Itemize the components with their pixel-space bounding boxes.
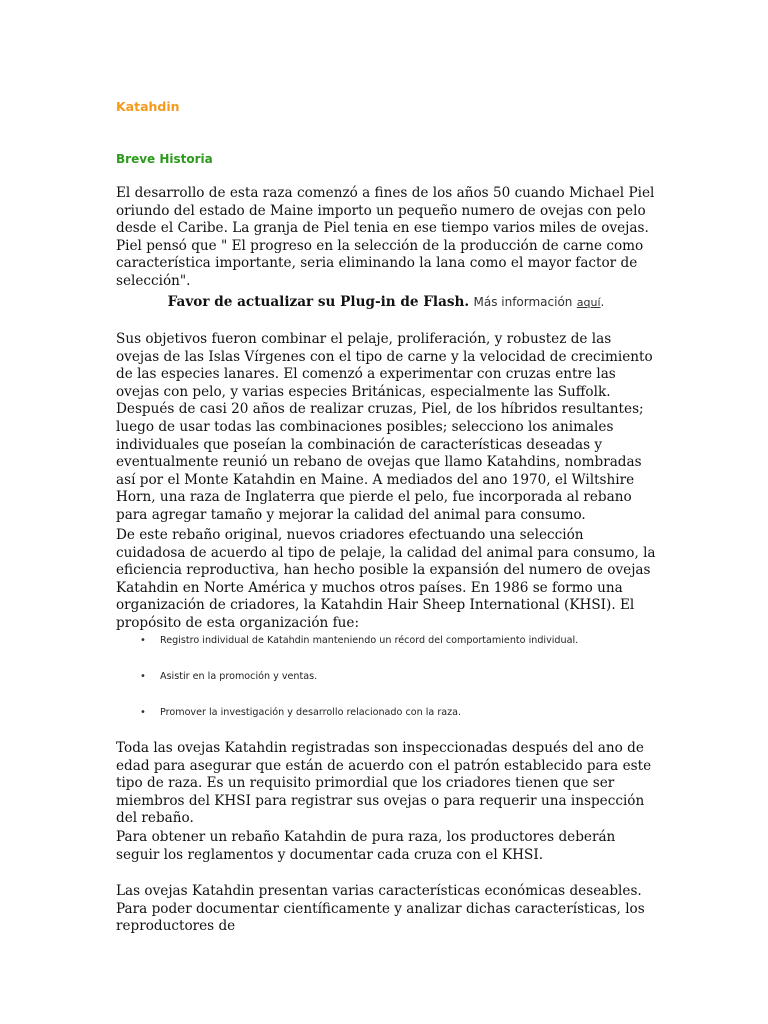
paragraph-economics: Las ovejas Katahdin presentan varias características económicas deseables. Para poder documentar científicamente y analizar dichas características, los reproductores de — [116, 883, 645, 935]
section-heading: Breve Historia — [116, 152, 213, 166]
paragraph-purebred: Para obtener un rebaño Katahdin de pura raza, los productores deberán seguir los reglamentos y documentar cada cruza con el KHSI. — [116, 829, 616, 863]
flash-more-info-link[interactable]: aquí — [576, 296, 601, 309]
flash-notice-text: Favor de actualizar su Plug-in de Flash. — [167, 294, 470, 310]
flash-notice-period: . — [600, 295, 605, 309]
purpose-list — [116, 630, 656, 738]
paragraph-objectives: Sus objetivos fueron combinar el pelaje, proliferación, y robustez de las ovejas de las Islas Vírgenes con el tipo de carne y la velocidad de crecimiento de las especies lanares. El comenzó a experimentar con cruzas entre las ovejas con pelo, y varias especies Británicas, especialmente las Suffolk. Después de casi 20 años de realizar cruzas, Piel, de los híbridos resultantes; luego de usar todas las combinaciones posibles; selecciono los animales individuales que poseían la combinación de características deseadas y eventualmente reunió un rebano de ovejas que llamo Katahdins, nombradas así por el Monte Katahdin en Maine. A mediados del ano 1970, el Wiltshire Horn, una raza de Inglaterra que pierde el pelo, fue incorporada al rebano para agregar tamaño y mejorar la calidad del animal para consumo. — [116, 331, 653, 523]
list-item: • Asistir en la promoción y ventas. — [116, 666, 656, 702]
flash-plugin-notice — [116, 293, 656, 312]
flash-more-info-text: Más información — [473, 295, 573, 309]
paragraph-history-intro: El desarrollo de esta raza comenzó a fines de los años 50 cuando Michael Piel oriundo del estado de Maine importo un pequeño numero de ovejas con pelo desde el Caribe. La granja de Piel tenia en ese tiempo varios miles de ovejas. Piel pensó que " El progreso en la selección de la producción de carne como característica importante, seria eliminando la lana como el mayor factor de selección". — [116, 185, 655, 289]
paragraph-inspection: Toda las ovejas Katahdin registradas son inspeccionadas después del ano de edad para asegurar que están de acuerdo con el patrón establecido para este tipo de raza. Es un requisito primordial que los criadores tienen que ser miembros del KHSI para registrar sus ovejas o para requerir una inspección del rebaño. — [116, 740, 652, 827]
list-item: • Promover la investigación y desarrollo relacionado con la raza. — [116, 702, 656, 738]
list-item: • Registro individual de Katahdin manteniendo un récord del comportamiento individual. — [116, 630, 656, 666]
paragraph-expansion: De este rebaño original, nuevos criadores efectuando una selección cuidadosa de acuerdo al tipo de pelaje, la calidad del animal para consumo, la eficiencia reproductiva, han hecho posible la expansión del numero de ovejas Katahdin en Norte América y muchos otros países. En 1986 se formo una organización de criadores, la Katahdin Hair Sheep International (KHSI). El propósito de esta organización fue: — [116, 527, 656, 631]
page-title: Katahdin — [116, 99, 180, 114]
